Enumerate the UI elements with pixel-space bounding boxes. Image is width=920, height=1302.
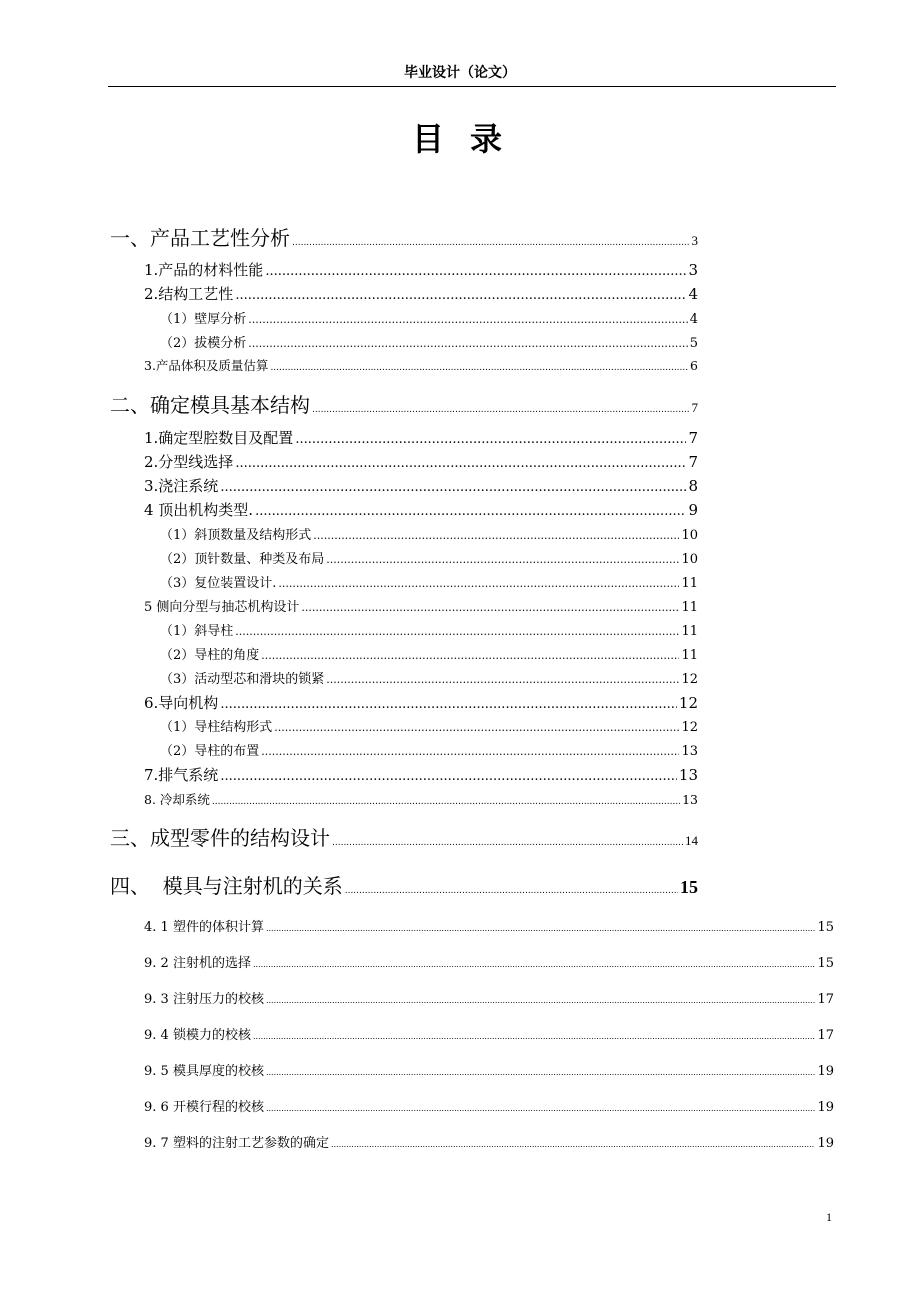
toc-page: 15 <box>817 956 834 971</box>
toc-leader <box>345 886 678 896</box>
toc-label: （1）斜顶数量及结构形式 <box>160 528 312 543</box>
toc-entry[interactable] <box>160 716 698 735</box>
toc-label: 9. 4 锁模力的校核 <box>144 1028 251 1043</box>
toc-entry-section-4[interactable] <box>110 870 698 899</box>
toc-entry[interactable] <box>144 988 834 1007</box>
toc-label: 1.确定型腔数目及配置 <box>144 429 294 447</box>
toc-page: 12 <box>678 694 698 712</box>
toc-page: 19 <box>817 1064 834 1079</box>
toc-entry[interactable] <box>160 332 698 351</box>
toc-page: 3 <box>688 261 698 279</box>
toc-leader <box>212 797 680 807</box>
toc-label: 2.分型线选择 <box>144 453 234 471</box>
toc-page: 15 <box>817 920 834 935</box>
toc-leader <box>278 577 679 590</box>
toc-page: 15 <box>680 877 698 897</box>
toc-page: 14 <box>685 833 698 848</box>
toc-label: 9. 2 注射机的选择 <box>144 956 251 971</box>
toc-leader <box>266 1068 816 1077</box>
toc-label: （1）导柱结构形式 <box>160 720 273 735</box>
toc-page: 8 <box>688 477 698 495</box>
toc-entry[interactable] <box>144 916 834 935</box>
toc-entry[interactable] <box>160 620 698 639</box>
toc-leader <box>295 432 686 447</box>
toc-page: 19 <box>817 1136 834 1151</box>
toc-page: 12 <box>681 720 698 735</box>
toc-label: （2）拔模分析 <box>160 336 247 351</box>
toc-label: 1.产品的材料性能 <box>144 261 264 279</box>
toc-page: 11 <box>681 648 698 663</box>
toc-page: 7 <box>691 400 698 415</box>
toc-entry[interactable] <box>160 740 698 759</box>
toc-label: 9. 3 注射压力的校核 <box>144 992 264 1007</box>
toc-entry[interactable] <box>160 572 698 591</box>
toc-leader <box>312 405 690 415</box>
toc-leader <box>270 363 688 373</box>
toc-label: 7.排气系统 <box>144 766 219 784</box>
toc-entry[interactable] <box>160 668 698 687</box>
toc-entry[interactable] <box>144 1096 834 1115</box>
toc-page: 13 <box>678 766 698 784</box>
toc-label: 4 顶出机构类型. <box>144 501 254 519</box>
toc-leader <box>261 745 679 758</box>
toc-label: 9. 6 开模行程的校核 <box>144 1100 264 1115</box>
toc-entry[interactable] <box>144 499 698 520</box>
toc-entry-section-3[interactable] <box>110 822 698 851</box>
toc-page: 13 <box>682 792 698 807</box>
toc-leader <box>313 529 679 542</box>
toc-leader <box>266 1104 816 1113</box>
toc-leader <box>235 288 686 303</box>
toc-entry-section-1[interactable] <box>110 222 698 251</box>
toc-page: 4 <box>689 312 698 327</box>
toc-leader <box>253 1032 816 1041</box>
toc-page: 7 <box>688 429 698 447</box>
toc-page: 7 <box>688 453 698 471</box>
toc-entry[interactable] <box>144 283 698 304</box>
toc-label: 3.产品体积及质量估算 <box>144 358 269 373</box>
toc-leader <box>248 313 687 326</box>
toc-label: （1）壁厚分析 <box>160 312 247 327</box>
toc-page: 10 <box>681 528 698 543</box>
toc-page: 3 <box>691 233 698 248</box>
toc-page: 5 <box>689 336 698 351</box>
toc-page: 17 <box>817 992 834 1007</box>
toc-page: 6 <box>690 358 698 373</box>
page-title <box>0 114 920 160</box>
toc-leader <box>248 337 687 350</box>
toc-page: 4 <box>688 285 698 303</box>
toc-label: 3.浇注系统 <box>144 477 219 495</box>
toc-label: （3）复位装置设计. <box>160 576 277 591</box>
toc-label: 8. 冷却系统 <box>144 792 210 807</box>
toc-leader <box>235 456 686 471</box>
page-number: 1 <box>826 1210 832 1224</box>
toc-entry[interactable] <box>160 548 698 567</box>
toc-entry[interactable] <box>160 644 698 663</box>
toc-page: 9 <box>688 501 698 519</box>
toc-leader <box>261 649 679 662</box>
toc-label: 二、确定模具基本结构 <box>110 393 310 417</box>
toc-leader <box>326 553 679 566</box>
toc-page: 10 <box>681 552 698 567</box>
toc-entry[interactable] <box>144 1024 834 1043</box>
toc-entry[interactable] <box>144 596 698 615</box>
toc-label: 9. 7 塑料的注射工艺参数的确定 <box>144 1136 329 1151</box>
toc-entry[interactable] <box>144 764 698 785</box>
toc-entry[interactable] <box>144 475 698 496</box>
toc-page: 12 <box>681 672 698 687</box>
toc-label: 4. 1 塑件的体积计算 <box>144 920 264 935</box>
toc-label: （1）斜导柱 <box>160 624 234 639</box>
toc-leader <box>220 697 677 712</box>
title-char-2: 录 <box>470 120 509 158</box>
toc-leader <box>235 625 679 638</box>
toc-label: 一、产品工艺性分析 <box>110 226 290 250</box>
toc-label: （2）顶针数量、种类及布局 <box>160 552 325 567</box>
toc-leader <box>332 838 683 848</box>
toc-entry[interactable] <box>144 1060 834 1079</box>
toc-entry[interactable] <box>144 692 698 713</box>
toc-page: 11 <box>681 600 698 615</box>
toc-leader <box>274 721 679 734</box>
toc-entry[interactable] <box>144 427 698 448</box>
toc-label: （3）活动型芯和滑块的锁紧 <box>160 672 325 687</box>
toc-entry-section-2[interactable] <box>110 389 698 418</box>
toc-label: 9. 5 模具厚度的校核 <box>144 1064 264 1079</box>
toc-entry[interactable] <box>144 356 698 374</box>
toc-leader <box>255 504 686 519</box>
toc-page: 11 <box>681 624 698 639</box>
toc-label: 5 侧向分型与抽芯机构设计 <box>144 600 300 615</box>
toc-leader <box>331 1140 816 1149</box>
toc-entry[interactable] <box>160 308 698 327</box>
toc-entry[interactable] <box>144 259 698 280</box>
toc-leader <box>220 769 677 784</box>
toc-label: 三、成型零件的结构设计 <box>110 826 330 850</box>
toc-leader <box>253 960 816 969</box>
toc-leader <box>301 601 679 614</box>
toc-entry[interactable] <box>144 790 698 808</box>
toc-entry[interactable] <box>144 1132 834 1151</box>
toc-leader <box>266 924 816 933</box>
toc-label: 2.结构工艺性 <box>144 285 234 303</box>
toc-entry[interactable] <box>144 952 834 971</box>
document-header: 毕业设计（论文） <box>404 65 516 81</box>
toc-leader <box>326 673 679 686</box>
toc-leader <box>266 996 816 1005</box>
toc-label: （2）导柱的角度 <box>160 648 260 663</box>
toc-leader <box>292 238 690 248</box>
header-rule <box>108 86 836 87</box>
toc-leader <box>220 480 686 495</box>
toc-page: 17 <box>817 1028 834 1043</box>
toc-leader <box>265 264 686 279</box>
title-char-1: 目 <box>411 120 450 158</box>
toc-label: 6.导向机构 <box>144 694 219 712</box>
toc-entry[interactable] <box>144 451 698 472</box>
toc-entry[interactable] <box>160 524 698 543</box>
toc-page: 13 <box>681 744 698 759</box>
toc-label: （2）导柱的布置 <box>160 744 260 759</box>
toc-page: 19 <box>817 1100 834 1115</box>
toc-label: 四、 模具与注射机的关系 <box>110 874 343 898</box>
toc-page: 11 <box>681 576 698 591</box>
